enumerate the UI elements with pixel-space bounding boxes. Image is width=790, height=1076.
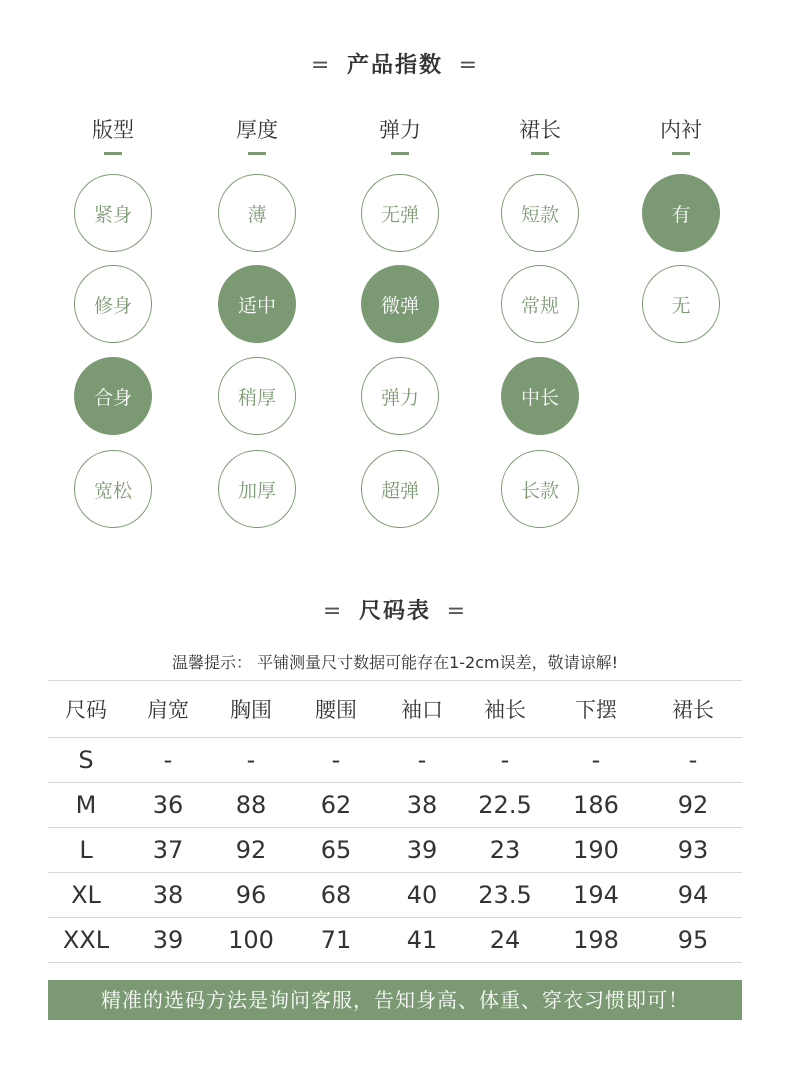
index-column-underline (104, 152, 122, 155)
product-index-title-text: 产品指数 (346, 53, 443, 78)
index-option: 宽松 (74, 450, 152, 528)
index-option: 弹力 (361, 357, 439, 435)
table-cell: - (382, 738, 462, 783)
index-option: 常规 (501, 265, 579, 343)
table-cell: 190 (548, 828, 644, 873)
table-row (48, 738, 742, 783)
title-left-decoration: = (310, 53, 332, 78)
size-label-cell: L (48, 828, 124, 873)
table-cell: 39 (124, 918, 212, 963)
table-row (48, 918, 742, 963)
table-cell: 36 (124, 783, 212, 828)
table-cell: 38 (382, 783, 462, 828)
index-column-label: 版型 (92, 118, 134, 142)
column-header: 裙长 (644, 681, 742, 738)
index-option: 微弹 (361, 265, 439, 343)
table-cell: 39 (382, 828, 462, 873)
table-cell: - (644, 738, 742, 783)
table-cell: 198 (548, 918, 644, 963)
size-table-header-row (48, 681, 742, 738)
index-column-elasticity (355, 116, 445, 502)
index-column-underline (391, 152, 409, 155)
table-cell: 94 (644, 873, 742, 918)
column-header: 袖口 (382, 681, 462, 738)
column-header: 腰围 (290, 681, 382, 738)
index-column-thickness (212, 116, 302, 502)
table-cell: 186 (548, 783, 644, 828)
column-header: 肩宽 (124, 681, 212, 738)
table-cell: 96 (212, 873, 290, 918)
index-option: 短款 (501, 174, 579, 252)
index-option: 薄 (218, 174, 296, 252)
index-column-label: 内衬 (660, 118, 702, 142)
index-option: 合身 (74, 357, 152, 435)
table-cell: 38 (124, 873, 212, 918)
sizing-advice-banner: 精准的选码方法是询问客服，告知身高、体重、穿衣习惯即可！ (48, 980, 742, 1020)
index-option: 修身 (74, 265, 152, 343)
title-left-decoration: = (322, 599, 344, 624)
index-column-lining (636, 116, 726, 317)
index-column-label: 裙长 (519, 118, 561, 142)
index-option: 超弹 (361, 450, 439, 528)
column-header: 胸围 (212, 681, 290, 738)
index-option: 加厚 (218, 450, 296, 528)
table-cell: 92 (212, 828, 290, 873)
table-cell: - (124, 738, 212, 783)
size-label-cell: S (48, 738, 124, 783)
table-cell: - (290, 738, 382, 783)
table-cell: 65 (290, 828, 382, 873)
table-cell: 23.5 (462, 873, 548, 918)
size-label-cell: XL (48, 873, 124, 918)
table-cell: - (462, 738, 548, 783)
table-cell: 24 (462, 918, 548, 963)
index-column-skirt-length (495, 116, 585, 502)
table-cell: 37 (124, 828, 212, 873)
table-cell: 93 (644, 828, 742, 873)
size-chart-title-text: 尺码表 (358, 599, 431, 624)
index-column-underline (672, 152, 690, 155)
title-right-decoration: = (458, 53, 480, 78)
index-column-underline (248, 152, 266, 155)
table-row (48, 828, 742, 873)
index-column-fit (68, 116, 158, 502)
size-label-cell: M (48, 783, 124, 828)
table-cell: 68 (290, 873, 382, 918)
table-cell: 41 (382, 918, 462, 963)
column-header: 袖长 (462, 681, 548, 738)
index-column-label: 弹力 (379, 118, 421, 142)
column-header: 尺码 (48, 681, 124, 738)
index-option: 无弹 (361, 174, 439, 252)
table-cell: 22.5 (462, 783, 548, 828)
product-index-title (0, 48, 790, 79)
table-row (48, 783, 742, 828)
size-chart-title (0, 594, 790, 625)
index-option: 适中 (218, 265, 296, 343)
table-cell: 95 (644, 918, 742, 963)
index-column-label: 厚度 (236, 118, 278, 142)
index-option: 中长 (501, 357, 579, 435)
index-column-underline (531, 152, 549, 155)
table-cell: 71 (290, 918, 382, 963)
index-option: 紧身 (74, 174, 152, 252)
table-cell: 194 (548, 873, 644, 918)
title-right-decoration: = (446, 599, 468, 624)
index-option: 有 (642, 174, 720, 252)
table-cell: 23 (462, 828, 548, 873)
index-option: 稍厚 (218, 357, 296, 435)
index-option: 长款 (501, 450, 579, 528)
table-cell: - (212, 738, 290, 783)
table-cell: 100 (212, 918, 290, 963)
table-cell: 92 (644, 783, 742, 828)
size-label-cell: XXL (48, 918, 124, 963)
size-table (48, 680, 742, 963)
table-row (48, 873, 742, 918)
table-cell: 88 (212, 783, 290, 828)
table-cell: 40 (382, 873, 462, 918)
index-option: 无 (642, 265, 720, 343)
table-cell: - (548, 738, 644, 783)
measurement-tip: 温馨提示： 平铺测量尺寸数据可能存在1-2cm误差，敬请谅解! (171, 653, 619, 672)
column-header: 下摆 (548, 681, 644, 738)
table-cell: 62 (290, 783, 382, 828)
